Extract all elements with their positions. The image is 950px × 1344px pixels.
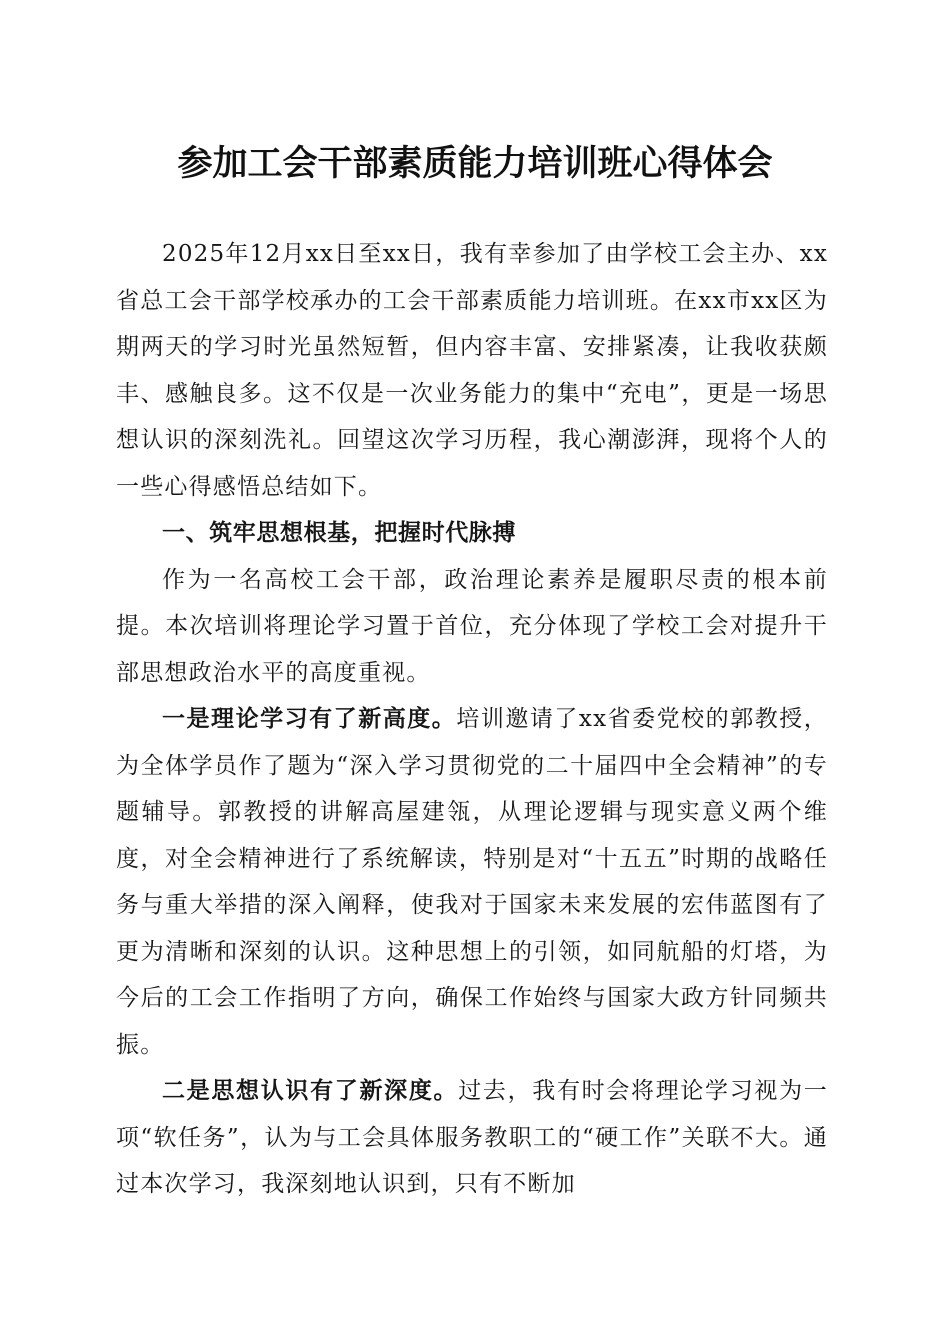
document-body <box>116 231 828 1208</box>
point-paragraph-1 <box>116 696 828 1068</box>
point-paragraph-2 <box>116 1068 828 1208</box>
section-heading: 一、筑牢思想根基，把握时代脉搏 <box>162 520 516 546</box>
point-text-1: 培训邀请了xx省委党校的郭教授，为全体学员作了题为“深入学习贯彻党的二十届四中全会精神”的专题辅导。郭教授的讲解高屋建瓴，从理论逻辑与现实意义两个维度，对全会精神进行了系统解读，特别是对“十五五”时期的战略任务与重大举措的深入阐释，使我对于国家未来发展的宏伟蓝图有了更为清晰和深刻的认识。这种思想上的引领，如同航船的灯塔，为今后的工会工作指明了方向，确保工作始终与国家大政方针同频共振。 <box>116 706 828 1058</box>
point-text-2: 过去，我有时会将理论学习视为一项“软任务”，认为与工会具体服务教职工的“硬工作”关联不大。通过本次学习，我深刻地认识到，只有不断加 <box>116 1078 828 1197</box>
intro-paragraph: 2025年12月xx日至xx日，我有幸参加了由学校工会主办、xx省总工会干部学校承办的工会干部素质能力培训班。在xx市xx区为期两天的学习时光虽然短暂，但内容丰富、安排紧凑，让我收获颇丰、感触良多。这不仅是一次业务能力的集中“充电”，更是一场思想认识的深刻洗礼。回望这次学习历程，我心潮澎湃，现将个人的一些心得感悟总结如下。 <box>116 241 828 500</box>
point-lead-2: 二是思想认识有了新深度。 <box>162 1077 459 1104</box>
document-title: 参加工会干部素质能力培训班心得体会 <box>177 143 773 184</box>
point-lead-1: 一是理论学习有了新高度。 <box>162 705 457 732</box>
section-paragraph: 作为一名高校工会干部，政治理论素养是履职尽责的根本前提。本次培训将理论学习置于首位，充分体现了学校工会对提升干部思想政治水平的高度重视。 <box>116 566 828 686</box>
